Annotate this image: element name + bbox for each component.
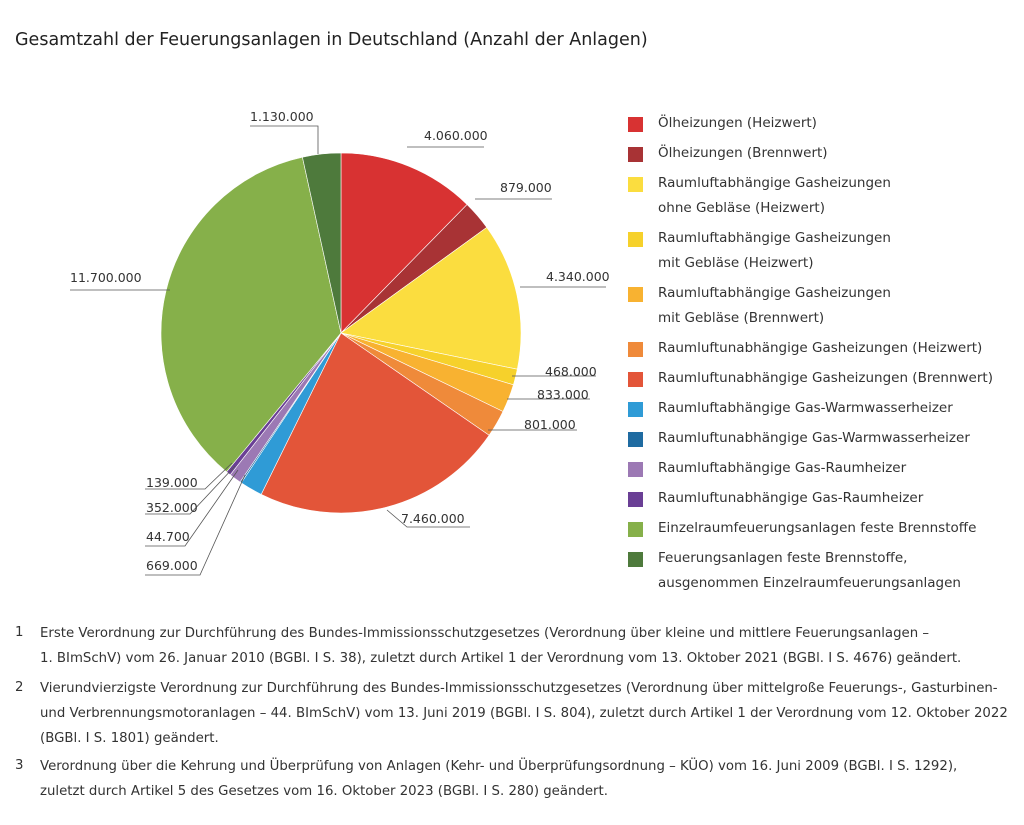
footnote-text: [40, 621, 1015, 671]
footnote-number: 2: [15, 680, 24, 695]
legend-label-line: Feuerungsanlagen feste Brennstoffe,: [658, 550, 908, 566]
data-label: 352.000: [146, 500, 198, 515]
legend-swatch: [628, 462, 643, 477]
legend-label-line: Raumluftunabhängige Gasheizungen (Brennwert): [658, 370, 993, 386]
legend-swatch: [628, 342, 643, 357]
data-label: 7.460.000: [401, 511, 465, 526]
legend: [628, 0, 1024, 600]
legend-swatch: [628, 432, 643, 447]
legend-label: [658, 486, 1018, 511]
legend-swatch: [628, 147, 643, 162]
chart-title: Gesamtzahl der Feuerungsanlagen in Deutschland (Anzahl der Anlagen): [15, 30, 648, 50]
legend-swatch: [628, 177, 643, 192]
legend-swatch: [628, 372, 643, 387]
legend-label-line: Einzelraumfeuerungsanlagen feste Brennstoffe: [658, 520, 977, 536]
legend-swatch: [628, 492, 643, 507]
legend-label: [658, 456, 1018, 481]
data-label: 879.000: [500, 180, 552, 195]
legend-label-line: Raumluftabhängige Gasheizungen: [658, 175, 891, 191]
legend-label-line: Ölheizungen (Brennwert): [658, 145, 828, 161]
footnote-line: (BGBl. I S. 1801) geändert.: [40, 731, 219, 746]
legend-label-line: ausgenommen Einzelraumfeuerungsanlagen: [658, 575, 961, 591]
legend-swatch: [628, 117, 643, 132]
legend-label: [658, 426, 1018, 451]
legend-label-line: mit Gebläse (Brennwert): [658, 310, 825, 326]
footnote-line: Verordnung über die Kehrung und Überprüfung von Anlagen (Kehr- und Überprüfungsordnung – KÜO) vom 16. Juni 2009 (BGBl. I S. 1292),: [40, 759, 958, 774]
footnote-line: zuletzt durch Artikel 5 des Gesetzes vom 16. Oktober 2023 (BGBl. I S. 280) geändert.: [40, 784, 608, 799]
footnote-line: Erste Verordnung zur Durchführung des Bundes-Immissionsschutzgesetzes (Verordnung über kleine und mittlere Feuerungsanlagen –: [40, 626, 930, 641]
legend-label-line: Raumluftabhängige Gasheizungen: [658, 230, 891, 246]
legend-label: [658, 226, 1018, 276]
data-label: 4.060.000: [424, 128, 488, 143]
legend-label: [658, 281, 1018, 331]
footnote-text: [40, 676, 1015, 751]
data-label: 1.130.000: [250, 109, 314, 124]
footnote-number: 3: [15, 758, 24, 773]
legend-label-line: Raumluftabhängige Gas-Raumheizer: [658, 460, 907, 476]
legend-label: [658, 111, 1018, 136]
data-label: 801.000: [524, 417, 576, 432]
legend-label: [658, 171, 1018, 221]
footnote-line: Vierundvierzigste Verordnung zur Durchführung des Bundes-Immissionsschutzgesetzes (Verordnung über mittelgroße Feuerungs-, Gasturbinen-: [40, 681, 998, 696]
footnote-line: 1. BImSchV) vom 26. Januar 2010 (BGBl. I S. 38), zuletzt durch Artikel 1 der Verordnung vom 13. Oktober 2021 (BGBl. I S. 4676) geändert.: [40, 651, 962, 666]
footnote-text: [40, 754, 1015, 804]
leader-line: [250, 126, 318, 154]
legend-label-line: Raumluftabhängige Gasheizungen: [658, 285, 891, 301]
legend-label-line: Raumluftunabhängige Gas-Raumheizer: [658, 490, 924, 506]
data-label: 139.000: [146, 475, 198, 490]
legend-label-line: Raumluftabhängige Gas-Warmwasserheizer: [658, 400, 953, 416]
legend-label-line: Raumluftunabhängige Gasheizungen (Heizwert): [658, 340, 983, 356]
legend-swatch: [628, 552, 643, 567]
legend-swatch: [628, 232, 643, 247]
data-label: 669.000: [146, 558, 198, 573]
legend-label-line: mit Gebläse (Heizwert): [658, 255, 814, 271]
legend-label-line: ohne Gebläse (Heizwert): [658, 200, 825, 216]
legend-label-line: Raumluftunabhängige Gas-Warmwasserheizer: [658, 430, 970, 446]
legend-label: [658, 366, 1018, 391]
legend-label: [658, 396, 1018, 421]
legend-label-line: Ölheizungen (Heizwert): [658, 115, 817, 131]
footnote-line: und Verbrennungsmotoranlagen – 44. BImSchV) vom 13. Juni 2019 (BGBl. I S. 804), zuletzt durch Artikel 1 der Verordnung vom 12. Oktober 2022: [40, 706, 1008, 721]
legend-label: [658, 516, 1018, 541]
legend-label: [658, 141, 1018, 166]
legend-label: [658, 546, 1018, 596]
data-label: 44.700: [146, 529, 190, 544]
data-label: 4.340.000: [546, 269, 610, 284]
data-label: 468.000: [545, 364, 597, 379]
legend-swatch: [628, 402, 643, 417]
data-label: 833.000: [537, 387, 589, 402]
data-label: 11.700.000: [70, 270, 142, 285]
legend-swatch: [628, 522, 643, 537]
legend-swatch: [628, 287, 643, 302]
footnote-number: 1: [15, 625, 24, 640]
legend-label: [658, 336, 1018, 361]
